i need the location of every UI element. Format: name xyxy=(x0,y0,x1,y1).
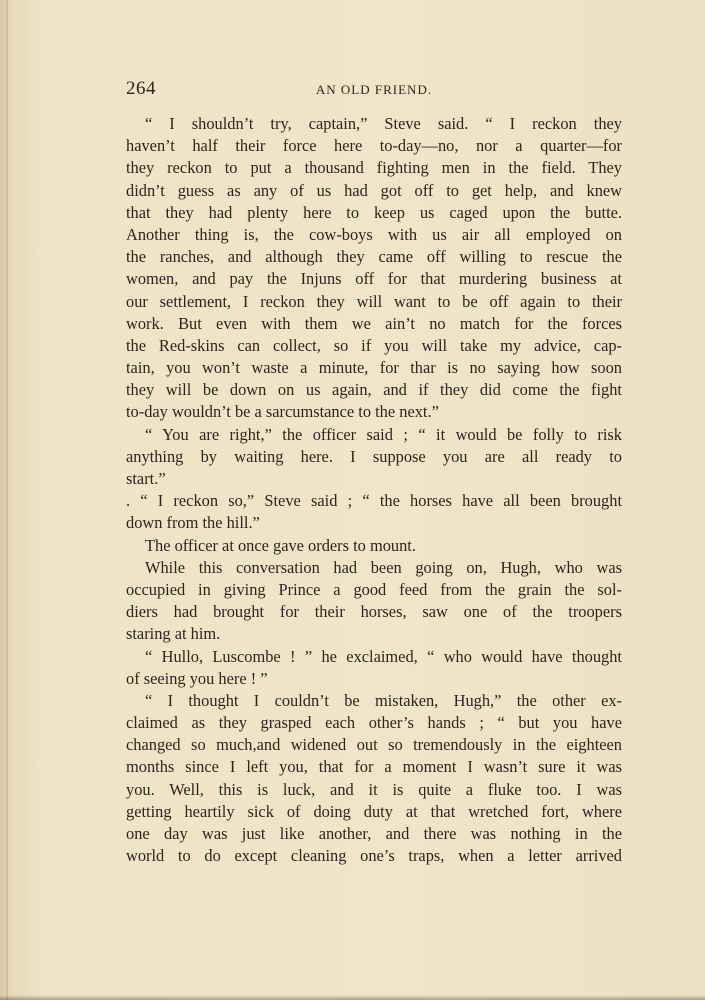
running-header xyxy=(126,78,622,102)
text-line: diers had brought for their horses, saw one of the troopers xyxy=(126,602,622,622)
text-line: start.” xyxy=(126,469,166,488)
text-line: “ Hullo, Luscombe ! ” he exclaimed, “ who would have thought xyxy=(145,646,622,666)
text-line: the Red-skins can collect, so if you will take my advice, cap- xyxy=(126,335,622,355)
text-line: to-day wouldn’t be a sarcumstance to the next.” xyxy=(126,402,439,422)
text-line: one day was just like another, and there was nothing in the xyxy=(126,824,622,843)
text-line: getting heartily sick of doing duty at that wretched fort, where xyxy=(126,801,622,821)
text-line: “ I shouldn’t try, captain,” Steve said. “ I reckon they xyxy=(145,114,622,133)
text-line: Another thing is, the cow-boys with us air all employed on xyxy=(126,224,622,244)
text-line: they reckon to put a thousand fighting men in the field. They xyxy=(126,158,622,178)
text-line: occupied in giving Prince a good feed from the grain the sol- xyxy=(126,579,622,599)
text-line: tain, you won’t waste a minute, for thar is no saying how soon xyxy=(126,358,622,378)
body-text xyxy=(126,113,622,867)
page-bottom-shadow xyxy=(0,995,705,1000)
text-line: you. Well, this is luck, and it is quite a fluke too. I was xyxy=(126,779,622,799)
text-line: they will be down on us again, and if they did come the fight xyxy=(126,380,622,400)
page-number: 264 xyxy=(126,78,156,99)
text-line: down from the hill.” xyxy=(126,513,260,533)
text-line: haven’t half their force here to-day—no, nor a quarter—for xyxy=(126,136,622,156)
text-line: . “ I reckon so,” Steve said ; “ the horses have all been brought xyxy=(126,491,622,511)
text-line: “ You are right,” the officer said ; “ it would be folly to risk xyxy=(145,424,622,444)
text-line: our settlement, I reckon they will want to be off again to their xyxy=(126,291,622,311)
text-line: work. But even with them we ain’t no match for the forces xyxy=(126,313,622,333)
text-line: world to do except cleaning one’s traps, when a letter arrived xyxy=(126,846,622,866)
text-line: changed so much,and widened out so tremendously in the eighteen xyxy=(126,735,622,755)
text-line: months since I left you, that for a moment I wasn’t sure it was xyxy=(126,757,622,777)
text-line: While this conversation had been going on, Hugh, who was xyxy=(145,557,622,577)
text-line: didn’t guess as any of us had got off to get help, and knew xyxy=(126,180,622,200)
text-line: staring at him. xyxy=(126,624,221,644)
text-line: The officer at once gave orders to mount. xyxy=(145,535,416,555)
text-line: claimed as they grasped each other’s hands ; “ but you have xyxy=(126,713,622,733)
binding-gutter xyxy=(6,0,8,1000)
running-title: AN OLD FRIEND. xyxy=(315,82,433,97)
text-line: that they had plenty here to keep us caged upon the butte. xyxy=(126,202,622,222)
text-line: women, and pay the Injuns off for that murdering business at xyxy=(126,269,622,289)
text-line: of seeing you here ! ” xyxy=(126,668,268,688)
text-line: “ I thought I couldn’t be mistaken, Hugh,” the other ex- xyxy=(145,690,622,710)
text-line: the ranches, and although they came off willing to rescue the xyxy=(126,247,622,267)
text-line: anything by waiting here. I suppose you are all ready to xyxy=(126,446,622,466)
